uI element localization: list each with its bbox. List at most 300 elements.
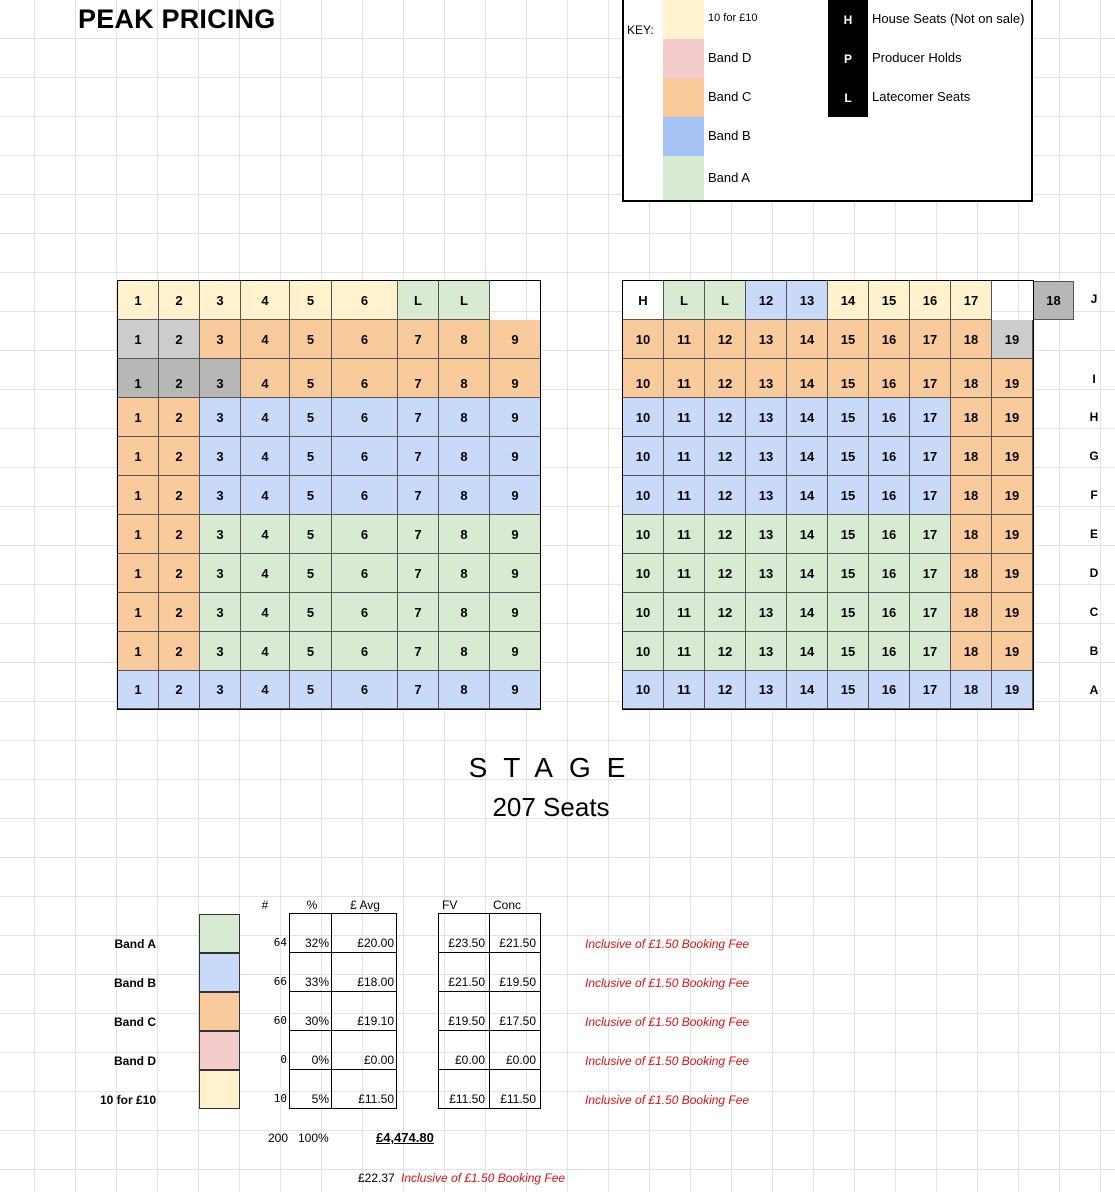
seat[interactable]: 11	[664, 632, 705, 671]
seat[interactable]: 8	[439, 593, 490, 632]
table-gridline	[540, 914, 541, 1109]
seat[interactable]: 12	[746, 281, 787, 320]
seat[interactable]: 6	[332, 398, 398, 437]
seat[interactable]: 15	[828, 515, 869, 554]
summary-band-swatch	[199, 1031, 240, 1070]
seat[interactable]: 3	[200, 320, 241, 359]
seat[interactable]: 7	[398, 359, 439, 398]
summary-fv: £21.50	[448, 975, 485, 989]
seat[interactable]: 14	[787, 671, 828, 709]
seat[interactable]: 1	[118, 515, 159, 554]
seat[interactable]: 6	[332, 476, 398, 515]
seat[interactable]: 4	[241, 476, 290, 515]
row-letter: F	[1090, 488, 1098, 502]
seat[interactable]: 11	[664, 476, 705, 515]
table-gridline	[289, 1069, 397, 1070]
seat[interactable]: 13	[746, 632, 787, 671]
summary-avg: £11.50	[358, 1092, 394, 1106]
seat[interactable]: 10	[623, 554, 664, 593]
summary-count: 0	[280, 1053, 287, 1066]
seat[interactable]: 9	[490, 671, 541, 709]
summary-avg: £0.00	[363, 1053, 394, 1067]
seat[interactable]: 15	[828, 476, 869, 515]
seat[interactable]: 3	[200, 359, 241, 398]
summary-band-swatch	[199, 1070, 240, 1109]
seat[interactable]: 17	[910, 515, 951, 554]
seat[interactable]: 19	[992, 632, 1033, 671]
seat[interactable]: 3	[200, 281, 241, 320]
summary-conc: £19.50	[499, 975, 536, 989]
seat[interactable]: 15	[828, 554, 869, 593]
seat[interactable]: 18	[951, 320, 992, 359]
summary-pct: 33%	[304, 975, 329, 989]
summary-fv: £19.50	[448, 1014, 485, 1028]
seat[interactable]: L	[664, 281, 705, 320]
key-swatch	[663, 39, 704, 78]
key-band-label: Band C	[708, 89, 752, 104]
seat[interactable]: 4	[241, 554, 290, 593]
seat[interactable]: 8	[439, 515, 490, 554]
seat[interactable]: 9	[490, 554, 541, 593]
summary-band-name: Band B	[114, 976, 156, 990]
total-count: 200	[268, 1131, 289, 1145]
key-code-label: Producer Holds	[872, 50, 962, 65]
seat[interactable]: 5	[290, 632, 332, 671]
seat[interactable]: 13	[746, 515, 787, 554]
seat[interactable]: 6	[332, 437, 398, 476]
seat[interactable]: 4	[241, 281, 290, 320]
key-swatch	[663, 156, 704, 200]
seat[interactable]: 4	[241, 359, 290, 398]
seat[interactable]: 16	[869, 320, 910, 359]
seat[interactable]: 10	[623, 593, 664, 632]
seat[interactable]: 14	[787, 437, 828, 476]
seat[interactable]: 19	[992, 476, 1033, 515]
seat[interactable]: 15	[828, 359, 869, 398]
seat[interactable]: 6	[332, 359, 398, 398]
key-band-label: Band D	[708, 50, 752, 65]
seat[interactable]: 10	[623, 476, 664, 515]
header-count: #	[261, 898, 269, 912]
seat[interactable]: 12	[705, 515, 746, 554]
seat[interactable]: 18	[951, 437, 992, 476]
seat[interactable]: 14	[787, 593, 828, 632]
summary-fv: £11.50	[449, 1092, 485, 1106]
summary-fv: £0.00	[454, 1053, 485, 1067]
seat[interactable]: 15	[828, 398, 869, 437]
seat[interactable]: 18	[951, 632, 992, 671]
seat[interactable]: 4	[241, 632, 290, 671]
seat[interactable]: 5	[290, 476, 332, 515]
seat[interactable]: 7	[398, 437, 439, 476]
seat[interactable]: 13	[746, 320, 787, 359]
seat[interactable]: 13	[746, 554, 787, 593]
total-revenue: £4,474.80	[376, 1130, 434, 1145]
seat[interactable]: 14	[787, 632, 828, 671]
seat[interactable]: 15	[828, 437, 869, 476]
seat[interactable]: 7	[398, 593, 439, 632]
seat[interactable]: 18	[951, 398, 992, 437]
seat[interactable]: 16	[869, 515, 910, 554]
seat[interactable]: 14	[787, 320, 828, 359]
seat[interactable]: 15	[828, 320, 869, 359]
row-letter: C	[1089, 605, 1099, 619]
seat[interactable]: 12	[705, 632, 746, 671]
seat[interactable]: 17	[951, 281, 992, 320]
table-gridline	[438, 1108, 541, 1109]
seat[interactable]: 7	[398, 398, 439, 437]
seat[interactable]: 18	[951, 593, 992, 632]
seat[interactable]: 3	[200, 476, 241, 515]
booking-fee-note: Inclusive of £1.50 Booking Fee	[585, 1054, 750, 1068]
seat[interactable]: 15	[869, 281, 910, 320]
summary-band-name: Band C	[114, 1015, 156, 1029]
seat[interactable]: 13	[746, 437, 787, 476]
seat[interactable]: 19	[992, 515, 1033, 554]
stage-label: STAGE	[468, 752, 642, 783]
key-band-label: Band A	[708, 170, 750, 185]
seat[interactable]: 11	[664, 398, 705, 437]
seat[interactable]: 9	[490, 398, 541, 437]
table-gridline	[396, 914, 397, 1109]
seat[interactable]: 7	[398, 476, 439, 515]
seat[interactable]: 1	[118, 476, 159, 515]
seat[interactable]: 5	[290, 437, 332, 476]
seat[interactable]: 9	[490, 593, 541, 632]
seat[interactable]: 1	[118, 320, 159, 359]
seat[interactable]: 12	[705, 320, 746, 359]
seat[interactable]: H	[623, 281, 664, 320]
seat[interactable]: L	[398, 281, 439, 320]
seat[interactable]: 10	[623, 632, 664, 671]
seat[interactable]: 9	[490, 437, 541, 476]
booking-fee-note: Inclusive of £1.50 Booking Fee	[585, 976, 750, 990]
seat[interactable]: 13	[746, 398, 787, 437]
seat[interactable]: 16	[910, 281, 951, 320]
seat[interactable]: 1	[118, 593, 159, 632]
seat[interactable]: 11	[664, 554, 705, 593]
summary-band-name: Band A	[114, 937, 156, 951]
seat[interactable]: 18	[951, 359, 992, 398]
seat[interactable]: 4	[241, 320, 290, 359]
seat[interactable]: 8	[439, 671, 490, 709]
summary-pct: 32%	[304, 936, 329, 950]
seat[interactable]: 17	[910, 398, 951, 437]
seat[interactable]: 1	[118, 398, 159, 437]
seat[interactable]: 3	[200, 398, 241, 437]
seat[interactable]: 16	[869, 437, 910, 476]
seat[interactable]: 7	[398, 515, 439, 554]
seat[interactable]: 10	[623, 398, 664, 437]
seat[interactable]: 13	[746, 593, 787, 632]
table-gridline	[289, 991, 397, 992]
seat[interactable]: 14	[787, 476, 828, 515]
table-gridline	[289, 1030, 397, 1031]
seat[interactable]: 2	[159, 476, 200, 515]
seat[interactable]: 3	[200, 515, 241, 554]
seat[interactable]: 6	[332, 632, 398, 671]
seat[interactable]: 5	[290, 593, 332, 632]
seat[interactable]: 4	[241, 671, 290, 709]
seat[interactable]: 19	[992, 359, 1033, 398]
seat[interactable]: 16	[869, 593, 910, 632]
summary-avg: £18.00	[357, 975, 394, 989]
seat[interactable]: 10	[623, 320, 664, 359]
seat[interactable]: 5	[290, 554, 332, 593]
seat[interactable]: 1	[118, 671, 159, 709]
table-gridline	[438, 1030, 541, 1031]
seat[interactable]: 13	[746, 671, 787, 709]
seat[interactable]: 5	[290, 671, 332, 709]
seat[interactable]: 5	[290, 515, 332, 554]
seat[interactable]: 9	[490, 515, 541, 554]
seat[interactable]: 11	[664, 320, 705, 359]
seat[interactable]: L	[439, 281, 490, 320]
seat[interactable]: 14	[828, 281, 869, 320]
seat[interactable]: 1	[118, 281, 159, 320]
table-gridline	[289, 913, 397, 914]
seat[interactable]: 14	[787, 515, 828, 554]
seat[interactable]: 2	[159, 359, 200, 398]
seat[interactable]: 19	[992, 398, 1033, 437]
seat[interactable]: 9	[490, 359, 541, 398]
seat[interactable]: 18	[951, 671, 992, 709]
seat[interactable]: L	[705, 281, 746, 320]
header-avg: £ Avg	[350, 898, 380, 912]
table-gridline	[489, 914, 490, 1109]
summary-count: 60	[273, 1014, 287, 1027]
seat[interactable]: 13	[787, 281, 828, 320]
seat[interactable]: 15	[828, 593, 869, 632]
seat[interactable]: 17	[910, 593, 951, 632]
seat[interactable]: 19	[992, 437, 1033, 476]
seat[interactable]: 12	[705, 398, 746, 437]
seat[interactable]: 8	[439, 320, 490, 359]
table-gridline	[438, 1069, 541, 1070]
seat[interactable]: 16	[869, 671, 910, 709]
summary-conc: £11.50	[500, 1092, 536, 1106]
row-letter: E	[1089, 527, 1098, 541]
summary-pct: 5%	[311, 1092, 329, 1106]
seat[interactable]: 19	[992, 671, 1033, 709]
seat[interactable]: 6	[332, 281, 398, 320]
seat[interactable]: 5	[290, 320, 332, 359]
seat[interactable]: 14	[787, 359, 828, 398]
seat[interactable]: 8	[439, 437, 490, 476]
seat[interactable]: 1	[118, 359, 159, 398]
summary-avg: £19.10	[357, 1014, 394, 1028]
seat[interactable]: 2	[159, 515, 200, 554]
seat[interactable]: 6	[332, 671, 398, 709]
seat[interactable]: 12	[705, 476, 746, 515]
seat[interactable]: 3	[200, 437, 241, 476]
key-swatch	[663, 117, 704, 156]
summary-pct: 0%	[311, 1053, 329, 1067]
booking-fee-note: Inclusive of £1.50 Booking Fee	[585, 1015, 750, 1029]
seat[interactable]: 12	[705, 671, 746, 709]
seat[interactable]: 16	[869, 359, 910, 398]
seat[interactable]: 18	[951, 476, 992, 515]
seat[interactable]: 17	[910, 554, 951, 593]
seat[interactable]: 5	[290, 398, 332, 437]
seat[interactable]: 11	[664, 515, 705, 554]
summary-band-swatch	[199, 914, 240, 953]
seat[interactable]: 8	[439, 398, 490, 437]
key-swatch	[663, 78, 704, 117]
seat[interactable]: 2	[159, 398, 200, 437]
table-gridline	[438, 914, 439, 1109]
avg-ticket: £22.37	[358, 1171, 395, 1185]
summary-count: 64	[273, 936, 287, 949]
key-label: KEY:	[627, 23, 654, 37]
table-gridline	[438, 991, 541, 992]
table-gridline	[289, 1108, 397, 1109]
seat[interactable]: 12	[705, 593, 746, 632]
summary-fv: £23.50	[448, 936, 485, 950]
table-gridline	[438, 952, 541, 953]
seat[interactable]: 2	[159, 593, 200, 632]
seat[interactable]: 10	[623, 671, 664, 709]
seat[interactable]: 14	[787, 398, 828, 437]
seat[interactable]: 16	[869, 554, 910, 593]
row-letter: A	[1089, 683, 1099, 697]
seat[interactable]: 7	[398, 554, 439, 593]
summary-pct: 30%	[304, 1014, 329, 1028]
seat[interactable]: 1	[118, 632, 159, 671]
seat[interactable]: 7	[398, 320, 439, 359]
seat[interactable]: 10	[623, 437, 664, 476]
seat[interactable]: 18	[951, 554, 992, 593]
summary-band-swatch	[199, 992, 240, 1031]
seat[interactable]: 19	[992, 554, 1033, 593]
header-conc: Conc	[493, 898, 522, 912]
seat[interactable]: 12	[705, 437, 746, 476]
row-letter: I	[1092, 372, 1096, 386]
summary-avg: £20.00	[357, 936, 394, 950]
seat[interactable]: 2	[159, 437, 200, 476]
seat[interactable]: 6	[332, 554, 398, 593]
avg-ticket-note: Inclusive of £1.50 Booking Fee	[401, 1171, 566, 1185]
seat[interactable]: 4	[241, 593, 290, 632]
seat[interactable]: 5	[290, 281, 332, 320]
summary-band-name: Band D	[114, 1054, 156, 1068]
summary-count: 66	[273, 975, 287, 988]
key-band-label: Band B	[708, 128, 751, 143]
seat[interactable]: 16	[869, 632, 910, 671]
row-letter: D	[1089, 566, 1099, 580]
seat[interactable]: 18	[951, 515, 992, 554]
seat[interactable]: 2	[159, 671, 200, 709]
seat[interactable]: 10	[623, 359, 664, 398]
seat[interactable]: 6	[332, 320, 398, 359]
seat[interactable]: 17	[910, 476, 951, 515]
seat[interactable]: 11	[664, 437, 705, 476]
seat[interactable]: 4	[241, 515, 290, 554]
seat[interactable]: 17	[910, 437, 951, 476]
seat[interactable]: 7	[398, 632, 439, 671]
seat[interactable]: 9	[490, 632, 541, 671]
seat[interactable]: 13	[746, 359, 787, 398]
seat[interactable]: 11	[664, 593, 705, 632]
summary-conc: £21.50	[499, 936, 536, 950]
seat[interactable]: 9	[490, 476, 541, 515]
booking-fee-note: Inclusive of £1.50 Booking Fee	[585, 937, 750, 951]
seat[interactable]: 8	[439, 632, 490, 671]
seat[interactable]: 4	[241, 398, 290, 437]
summary-conc: £17.50	[499, 1014, 536, 1028]
table-gridline	[289, 914, 290, 1109]
seat[interactable]: 3	[200, 593, 241, 632]
seat[interactable]: 16	[869, 476, 910, 515]
seat[interactable]: 2	[159, 554, 200, 593]
seat[interactable]: 11	[664, 359, 705, 398]
key-code-label: Latecomer Seats	[872, 89, 971, 104]
seat[interactable]: 5	[290, 359, 332, 398]
seat[interactable]: 7	[398, 671, 439, 709]
seat[interactable]: 15	[828, 632, 869, 671]
seat[interactable]: 2	[159, 632, 200, 671]
total-pct: 100%	[298, 1131, 329, 1145]
seat[interactable]: 19	[992, 320, 1033, 359]
seat[interactable]: 4	[241, 437, 290, 476]
summary-count: 10	[273, 1092, 287, 1105]
page-title: PEAK PRICING	[78, 4, 276, 34]
seat[interactable]: 3	[200, 632, 241, 671]
key-code-label: House Seats (Not on sale)	[872, 11, 1025, 26]
header-fv: FV	[442, 898, 458, 912]
key-code-badge: L	[828, 78, 868, 117]
seat[interactable]: 19	[992, 593, 1033, 632]
seat[interactable]: 9	[490, 320, 541, 359]
seat[interactable]: 10	[623, 515, 664, 554]
seat[interactable]: 1	[118, 554, 159, 593]
seat[interactable]: 18	[1033, 281, 1074, 320]
seat[interactable]: 17	[910, 320, 951, 359]
seat-total: 207 Seats	[492, 792, 610, 822]
seat[interactable]: 1	[118, 437, 159, 476]
seat[interactable]: 8	[439, 476, 490, 515]
row-letter: J	[1090, 292, 1098, 306]
seat[interactable]: 6	[332, 515, 398, 554]
seat[interactable]: 3	[200, 671, 241, 709]
header-pct: %	[306, 898, 318, 912]
seat[interactable]: 8	[439, 554, 490, 593]
summary-band-swatch	[199, 953, 240, 992]
seat[interactable]: 16	[869, 398, 910, 437]
seat[interactable]: 13	[746, 476, 787, 515]
key-swatch	[663, 0, 704, 39]
seat[interactable]: 8	[439, 359, 490, 398]
seat[interactable]: 17	[910, 671, 951, 709]
seat[interactable]: 2	[159, 281, 200, 320]
seat[interactable]: 12	[705, 359, 746, 398]
table-gridline	[289, 952, 397, 953]
summary-conc: £0.00	[505, 1053, 536, 1067]
key-code-badge: H	[828, 0, 868, 39]
seat[interactable]: 6	[332, 593, 398, 632]
table-gridline	[331, 914, 332, 1109]
seat[interactable]: 2	[159, 320, 200, 359]
seat[interactable]: 17	[910, 632, 951, 671]
seat[interactable]: 12	[705, 554, 746, 593]
seat[interactable]: 17	[910, 359, 951, 398]
seat[interactable]: 11	[664, 671, 705, 709]
booking-fee-note: Inclusive of £1.50 Booking Fee	[585, 1093, 750, 1107]
seat[interactable]: 15	[828, 671, 869, 709]
key-band-label: 10 for £10	[708, 12, 758, 24]
seat[interactable]: 14	[787, 554, 828, 593]
seat[interactable]: 3	[200, 554, 241, 593]
